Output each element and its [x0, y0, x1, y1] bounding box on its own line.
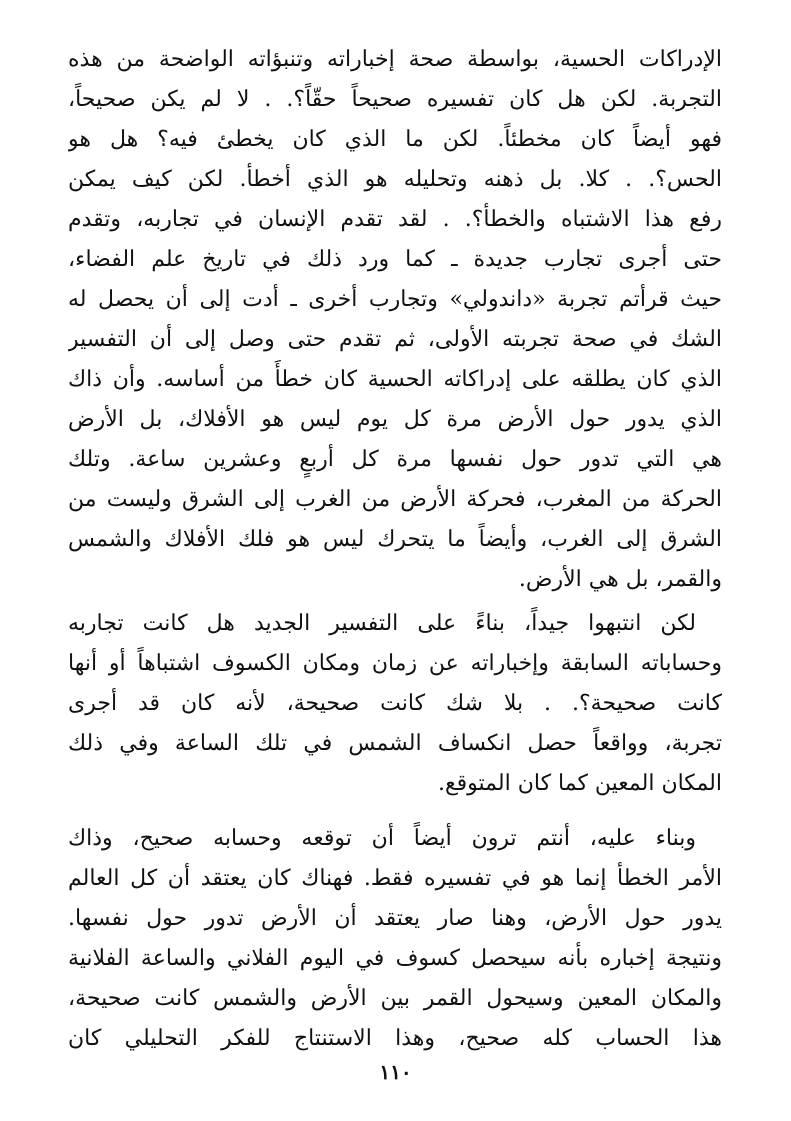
text-line: حيث قرأتم تجربة «داندولي» وتجارب أخرى ـ أدت إلى أن يحصل له	[68, 287, 722, 312]
text-line: والقمر، بل هي الأرض.	[518, 567, 722, 592]
text-line: وحساباته السابقة وإخباراته عن زمان ومكان الكسوف اشتباهاً أو أنها	[68, 651, 722, 676]
text-line: الحركة من المغرب، فحركة الأرض من الغرب إلى الشرق وليست من	[68, 487, 722, 512]
text-line: الذي يدور حول الأرض مرة كل يوم ليس هو الأفلاك، بل الأرض	[68, 407, 722, 432]
text-line: التجربة. لكن هل كان تفسيره صحيحاً حقّاً؟. . لا لم يكن صحيحاً،	[68, 87, 722, 112]
text-line: رفع هذا الاشتباه والخطأ؟. . لقد تقدم الإنسان في تجاربه، وتقدم	[68, 207, 722, 232]
text-line: الإدراكات الحسية، بواسطة صحة إخباراته وتنبؤاته الواضحة من هذه	[68, 47, 722, 72]
paragraph-1	[68, 40, 722, 600]
text-line: هذا الحساب كله صحيح، وهذا الاستنتاج للفكر التحليلي كان	[68, 1026, 722, 1051]
text-line: المكان المعين كما كان المتوقع.	[437, 771, 722, 796]
text-line: هي التي تدور حول نفسها مرة كل أربعٍ وعشرين ساعة. وتلك	[68, 447, 722, 472]
text-line: ونتيجة إخباره بأنه سيحصل كسوف في اليوم الفلاني والساعة الفلانية	[68, 946, 722, 971]
page-number: ١١٠	[379, 1060, 412, 1084]
text-line: حتى أجرى تجارب جديدة ـ كما ورد ذلك في تاريخ علم الفضاء،	[68, 247, 722, 272]
text-line: تجربة، وواقعاً حصل انكساف الشمس في تلك الساعة وفي ذلك	[68, 731, 722, 756]
text-line: فهو أيضاً كان مخطئاً. لكن ما الذي كان يخطئ فيه؟ هل هو	[68, 127, 722, 152]
text-line: الحس؟. . كلا. بل ذهنه وتحليله هو الذي أخطأ. لكن كيف يمكن	[68, 167, 722, 192]
text-line: كانت صحيحة؟. . بلا شك كانت صحيحة، لأنه كان قد أجرى	[68, 691, 722, 716]
text-line: يدور حول الأرض، وهنا صار يعتقد أن الأرض تدور حول نفسها.	[68, 906, 722, 931]
text-line: الشك في صحة تجربته الأولى، ثم تقدم حتى وصل إلى أن التفسير	[68, 327, 722, 352]
text-line: وبناء عليه، أنتم ترون أيضاً أن توقعه وحسابه صحيح، وذاك	[68, 826, 696, 851]
text-line: لكن انتبهوا جيداً، بناءً على التفسير الجديد هل كانت تجاربه	[68, 611, 696, 636]
text-line: والمكان المعين وسيحول القمر بين الأرض والشمس كانت صحيحة،	[68, 986, 722, 1011]
paragraph-2	[68, 604, 722, 804]
text-line: الذي كان يطلقه على إدراكاته الحسية كان خطأً من أساسه. وأن ذاك	[68, 367, 722, 392]
text-line: الشرق إلى الغرب، وأيضاً ما يتحرك ليس هو فلك الأفلاك والشمس	[68, 527, 722, 552]
text-line: الأمر الخطأ إنما هو في تفسيره فقط. فهناك كان يعتقد أن كل العالم	[68, 866, 722, 891]
paragraph-3	[68, 819, 722, 1059]
